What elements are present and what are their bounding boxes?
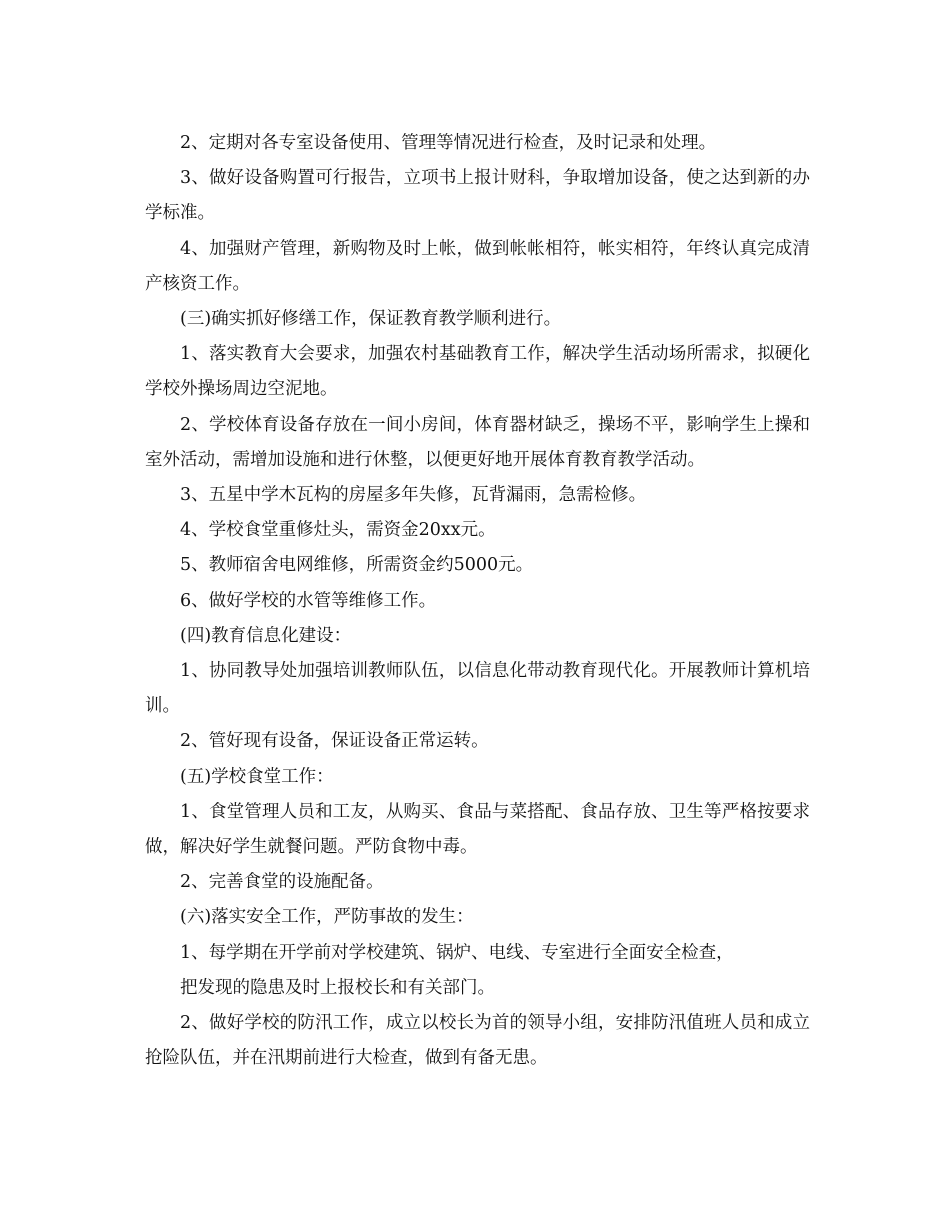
document-body: [145, 126, 810, 1076]
paragraph-roof-repair: 3、五星中学木瓦构的房屋多年失修，瓦背漏雨，急需检修。: [180, 485, 647, 506]
paragraph-canteen-stove: 4、学校食堂重修灶头，需资金20xx元。: [180, 520, 496, 541]
paragraph-equipment-operation: 2、管好现有设备，保证设备正常运转。: [180, 731, 489, 752]
paragraph-dorm-wiring: 5、教师宿舍电网维修，所需资金约5000元。: [180, 555, 534, 576]
heading-repairs: (三)确实抓好修缮工作，保证教育教学顺利进行。: [180, 309, 562, 330]
paragraph-water-pipes: 6、做好学校的水管等维修工作。: [180, 590, 437, 611]
paragraph-equipment-purchase: 3、做好设备购置可行报告，立项书上报计财科，争取增加设备，使之达到新的办学标准。: [145, 168, 810, 224]
paragraph-sports-equipment: 2、学校体育设备存放在一间小房间，体育器材缺乏，操场不平，影响学生上操和室外活动，需增加设施和进行休整，以便更好地开展体育教育教学活动。: [145, 414, 810, 470]
heading-canteen-work: (五)学校食堂工作：: [180, 766, 334, 787]
paragraph-education-meeting: 1、落实教育大会要求，加强农村基础教育工作，解决学生活动场所需求，拟硬化学校外操场周边空泥地。: [145, 344, 810, 400]
paragraph-canteen-staff: 1、食堂管理人员和工友，从购买、食品与菜搭配、食品存放、卫生等严格按要求做，解决好学生就餐问题。严防食物中毒。: [145, 801, 810, 858]
paragraph-property-management: 4、加强财产管理，新购物及时上帐，做到帐帐相符，帐实相符，年终认真完成清产核资工作。: [145, 238, 810, 294]
heading-safety-work: (六)落实安全工作，严防事故的发生：: [180, 907, 474, 928]
paragraph-inspection: 2、定期对各专室设备使用、管理等情况进行检查，及时记录和处理。: [180, 133, 717, 153]
heading-informatization: (四)教育信息化建设：: [180, 625, 352, 646]
paragraph-report-hazards: 把发现的隐患及时上报校长和有关部门。: [180, 977, 495, 998]
paragraph-safety-inspection: 1、每学期在开学前对学校建筑、锅炉、电线、专室进行全面安全检查，: [180, 942, 734, 963]
paragraph-flood-prevention: 2、做好学校的防汛工作，成立以校长为首的领导小组，安排防汛值班人员和成立抢险队伍，并在汛期前进行大检查，做到有备无患。: [145, 1013, 810, 1069]
paragraph-teacher-training: 1、协同教导处加强培训教师队伍，以信息化带动教育现代化。开展教师计算机培训。: [145, 661, 810, 717]
paragraph-canteen-facilities: 2、完善食堂的设施配备。: [180, 872, 384, 893]
